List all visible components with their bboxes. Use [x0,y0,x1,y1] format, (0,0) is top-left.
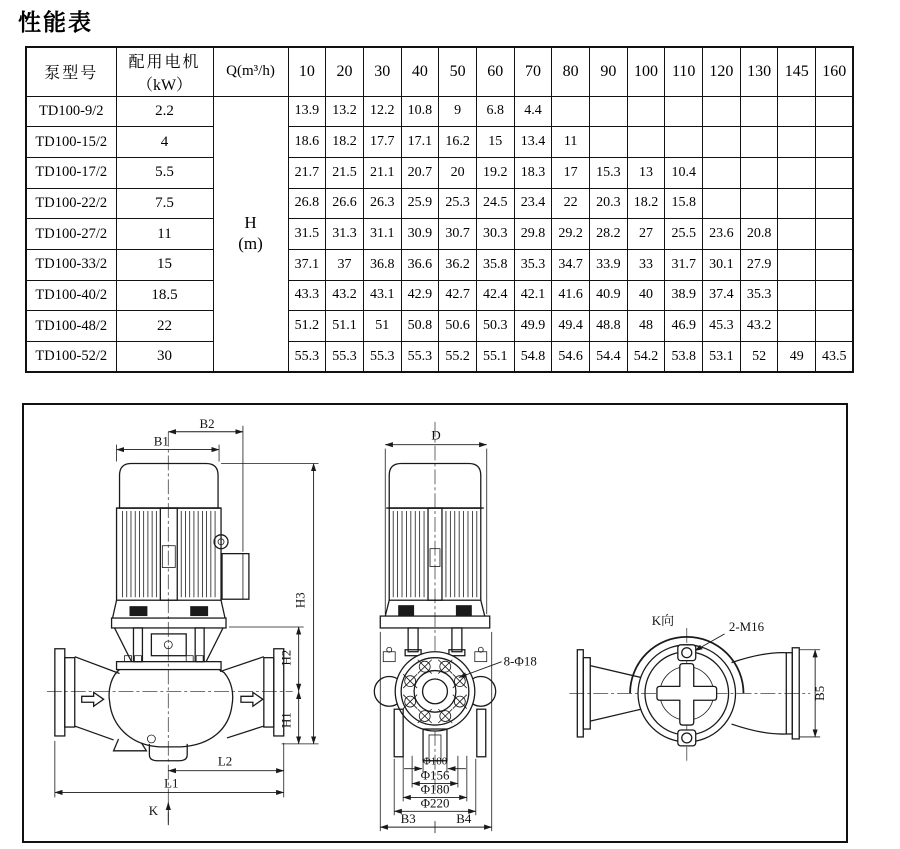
cell-head-value: 18.2 [326,127,364,158]
cell-head-value: 54.2 [627,342,665,373]
table-row [26,188,853,219]
col-header-flow-value: 50 [439,47,477,96]
col-header-flow-value: 145 [778,47,816,96]
cell-head-value [740,188,778,219]
cell-head-value: 52 [740,342,778,373]
motor-fins [181,511,215,597]
cell-model: TD100-48/2 [26,311,116,342]
dim-label-phi180: Φ180 [420,782,450,797]
col-header-flow-value: 60 [476,47,514,96]
cell-head-value: 55.3 [288,342,326,373]
col-header-flow-value: 20 [326,47,364,96]
dim-label-b4: B4 [456,812,472,827]
col-header-model: 泵型号 [26,47,116,96]
cell-head-value: 30.9 [401,219,439,250]
col-header-flow-value: 120 [703,47,741,96]
cell-head-value: 37 [326,249,364,280]
cell-head-value: 55.2 [439,342,477,373]
cell-head-value: 49.4 [552,311,590,342]
cell-head-value [778,280,816,311]
cell-head-value: 13.2 [326,96,364,127]
coupling [151,634,186,656]
cell-head-value: 33 [627,249,665,280]
terminal-box [222,554,249,600]
dim-label-b1: B1 [153,434,169,449]
cell-head-value [590,127,628,158]
cell-head-value: 13.4 [514,127,552,158]
cell-head-value [816,188,854,219]
top-view [569,614,827,761]
cell-model: TD100-33/2 [26,249,116,280]
cell-head-value [740,96,778,127]
cell-head-value [816,127,854,158]
cell-head-value [665,127,703,158]
cell-head-value: 45.3 [703,311,741,342]
cell-head-value: 25.3 [439,188,477,219]
table-row [26,311,853,342]
cell-head-value [703,127,741,158]
dim-label-h2: H2 [279,649,294,666]
cell-head-value: 20.8 [740,219,778,250]
cell-head-value: 4.4 [514,96,552,127]
mounting-plate [112,618,226,628]
cell-head-value: 51.1 [326,311,364,342]
cell-head-value: 30.1 [703,249,741,280]
cell-head-value: 42.1 [514,280,552,311]
cell-head-value: 53.8 [665,342,703,373]
cell-head-value: 27.9 [740,249,778,280]
motor-fins [446,511,477,597]
pump-cover-plate [117,662,221,670]
pump-body-circle [395,652,475,731]
cell-head-value: 29.2 [552,219,590,250]
cell-head-value [778,96,816,127]
cell-head-value: 31.3 [326,219,364,250]
cell-head-value: 20.7 [401,157,439,188]
view-label-k-direction: K向 [651,614,675,628]
cell-head-value: 21.1 [363,157,401,188]
table-row [26,96,853,127]
cross-rib [657,664,717,725]
cell-head-value [778,157,816,188]
dim-label-b2: B2 [199,416,215,431]
col-header-flow: Q(m³/h) [213,47,288,96]
cell-head-value: 21.7 [288,157,326,188]
cell-head-value: 51.2 [288,311,326,342]
cell-head-value: 48 [627,311,665,342]
head-unit-measure: (m) [238,233,263,253]
dim-label-b5: B5 [813,685,828,701]
front-view [374,422,537,833]
cell-head-value: 33.9 [590,249,628,280]
cell-motor-kw: 11 [116,219,213,250]
dim-label-l2: L2 [217,754,233,769]
header-row [26,47,853,96]
cell-head-value: 40.9 [590,280,628,311]
cell-head-value: 50.6 [439,311,477,342]
cell-head-value [703,188,741,219]
cell-head-value [665,96,703,127]
cell-head-value: 21.5 [326,157,364,188]
cell-head-value [703,157,741,188]
cell-head-value [590,96,628,127]
page-title: 性能表 [18,9,93,35]
cell-head-value [816,280,854,311]
dim-label-phi100: Φ100 [422,755,448,768]
flow-arrow-icon [82,692,104,706]
col-header-flow-value: 130 [740,47,778,96]
cell-head-value [627,127,665,158]
col-header-motor-line2: （kW） [136,76,193,94]
cell-head-value: 34.7 [552,249,590,280]
cell-head-value: 43.1 [363,280,401,311]
col-header-flow-value: 100 [627,47,665,96]
cell-head-value: 54.4 [590,342,628,373]
cell-head-value [740,157,778,188]
cell-motor-kw: 15 [116,249,213,280]
dimension-drawing [22,403,848,843]
cell-head-value: 54.8 [514,342,552,373]
cell-head-value: 51 [363,311,401,342]
cell-head-value: 50.3 [476,311,514,342]
col-header-flow-value: 10 [288,47,326,96]
cell-head-value: 37.1 [288,249,326,280]
side-view [47,417,319,825]
cell-head-value: 30.3 [476,219,514,250]
cell-head-value: 55.3 [363,342,401,373]
cell-head-value: 13.9 [288,96,326,127]
cell-model: TD100-27/2 [26,219,116,250]
cell-head-value: 35.3 [514,249,552,280]
dim-label-phi156: Φ156 [420,768,450,783]
cell-head-value: 18.2 [627,188,665,219]
cell-motor-kw: 30 [116,342,213,373]
motor-fins [393,511,424,597]
cell-head-value: 30.7 [439,219,477,250]
cell-head-value [816,311,854,342]
cell-head-value [778,188,816,219]
cell-head-value [816,219,854,250]
cell-head-value: 50.8 [401,311,439,342]
dim-label-phi220: Φ220 [420,796,450,811]
cell-head-value: 36.6 [401,249,439,280]
col-header-flow-value: 40 [401,47,439,96]
cell-model: TD100-22/2 [26,188,116,219]
cell-model: TD100-52/2 [26,342,116,373]
cell-head-value: 27 [627,219,665,250]
cell-head-value: 15 [476,127,514,158]
cell-head-value [740,127,778,158]
cell-head-value: 42.9 [401,280,439,311]
cell-head-value: 17.1 [401,127,439,158]
cell-head-value: 55.3 [326,342,364,373]
cell-head-value [778,127,816,158]
cell-model: TD100-17/2 [26,157,116,188]
cell-head-value: 26.6 [326,188,364,219]
cell-head-value: 12.2 [363,96,401,127]
cell-head-value: 37.4 [703,280,741,311]
cell-model: TD100-40/2 [26,280,116,311]
cell-head-value: 55.3 [401,342,439,373]
cell-motor-kw: 4 [116,127,213,158]
cell-head-value: 17 [552,157,590,188]
cell-head-value: 15.3 [590,157,628,188]
cell-head-value: 31.5 [288,219,326,250]
table-row [26,127,853,158]
cell-head-value: 29.8 [514,219,552,250]
col-header-flow-value: 30 [363,47,401,96]
cell-head-value: 11 [552,127,590,158]
cell-head-value [627,96,665,127]
cell-head-value: 49.9 [514,311,552,342]
col-header-flow-value: 110 [665,47,703,96]
cell-motor-kw: 7.5 [116,188,213,219]
cell-head-value: 25.9 [401,188,439,219]
col-header-flow-value: 160 [816,47,854,96]
dim-label-bolt-holes: 8-Φ18 [503,654,537,669]
cell-head-value [778,219,816,250]
performance-table [25,46,854,373]
table-body [26,96,853,372]
cell-head-value: 18.6 [288,127,326,158]
cell-head-value: 46.9 [665,311,703,342]
cell-motor-kw: 5.5 [116,157,213,188]
dim-label-thread: 2-M16 [728,619,765,634]
col-header-motor [116,47,213,96]
motor-body [117,508,221,600]
cell-head-value: 13 [627,157,665,188]
cell-head-value [816,249,854,280]
cell-head-value: 20.3 [590,188,628,219]
dim-label-h1: H1 [279,712,294,728]
cell-motor-kw: 18.5 [116,280,213,311]
cell-head-value: 31.1 [363,219,401,250]
cell-head-value: 35.3 [740,280,778,311]
cell-head-value: 22 [552,188,590,219]
pump-casing [109,670,233,747]
table-row [26,280,853,311]
pump-outline-drawing [24,405,846,841]
table-row [26,157,853,188]
cell-head-value: 35.8 [476,249,514,280]
cell-head-value: 20 [439,157,477,188]
cell-head-value: 26.3 [363,188,401,219]
cell-head-value: 55.1 [476,342,514,373]
head-unit-symbol: H [244,213,257,233]
cell-head-value: 9 [439,96,477,127]
drain-plug [147,735,155,743]
cell-head-value: 25.5 [665,219,703,250]
cell-head-value: 23.6 [703,219,741,250]
cell-head-value: 28.2 [590,219,628,250]
flow-arrow-icon [241,692,263,706]
cell-head-value: 17.7 [363,127,401,158]
cell-head-value: 43.2 [740,311,778,342]
cell-head-value: 6.8 [476,96,514,127]
cell-head-value [816,96,854,127]
cell-head-value: 23.4 [514,188,552,219]
cell-head-value: 53.1 [703,342,741,373]
col-header-flow-value: 90 [590,47,628,96]
dim-label-k: K [148,804,159,819]
cell-head-value [552,96,590,127]
cell-head-value: 36.8 [363,249,401,280]
cell-head-value [778,311,816,342]
cell-head-value: 40 [627,280,665,311]
cell-head-value: 26.8 [288,188,326,219]
col-header-motor-line1: 配用电机 [128,53,201,71]
suction-flange [55,649,65,736]
motor-fan-cover [120,463,219,508]
dim-label-l1: L1 [164,776,179,791]
col-header-flow-value: 70 [514,47,552,96]
cell-head-value: 43.3 [288,280,326,311]
cell-head-value: 42.7 [439,280,477,311]
cell-head-value: 43.2 [326,280,364,311]
motor-nameplate [162,546,175,568]
cell-model: TD100-15/2 [26,127,116,158]
cell-head-value: 31.7 [665,249,703,280]
table-row [26,219,853,250]
cell-head-value: 18.3 [514,157,552,188]
cell-head-value [816,157,854,188]
cell-head-value: 54.6 [552,342,590,373]
cell-model: TD100-9/2 [26,96,116,127]
cell-head-value: 38.9 [665,280,703,311]
cell-motor-kw: 22 [116,311,213,342]
cell-motor-kw: 2.2 [116,96,213,127]
cell-head-value: 10.8 [401,96,439,127]
cell-head-value: 16.2 [439,127,477,158]
cell-head-value: 36.2 [439,249,477,280]
table-row [26,342,853,373]
table-row [26,249,853,280]
cell-head-value [778,249,816,280]
motor-fins [123,511,157,597]
cell-head-unit [213,96,288,372]
cell-head-value: 42.4 [476,280,514,311]
cell-head-value: 49 [778,342,816,373]
cell-head-value: 15.8 [665,188,703,219]
dim-label-b3: B3 [400,812,416,827]
dim-label-h3: H3 [293,592,308,609]
cell-head-value: 48.8 [590,311,628,342]
cell-head-value [703,96,741,127]
cell-head-value: 43.5 [816,342,854,373]
cell-head-value: 10.4 [665,157,703,188]
col-header-flow-value: 80 [552,47,590,96]
cell-head-value: 41.6 [552,280,590,311]
dim-label-d: D [431,428,441,443]
cell-head-value: 24.5 [476,188,514,219]
cell-head-value: 19.2 [476,157,514,188]
